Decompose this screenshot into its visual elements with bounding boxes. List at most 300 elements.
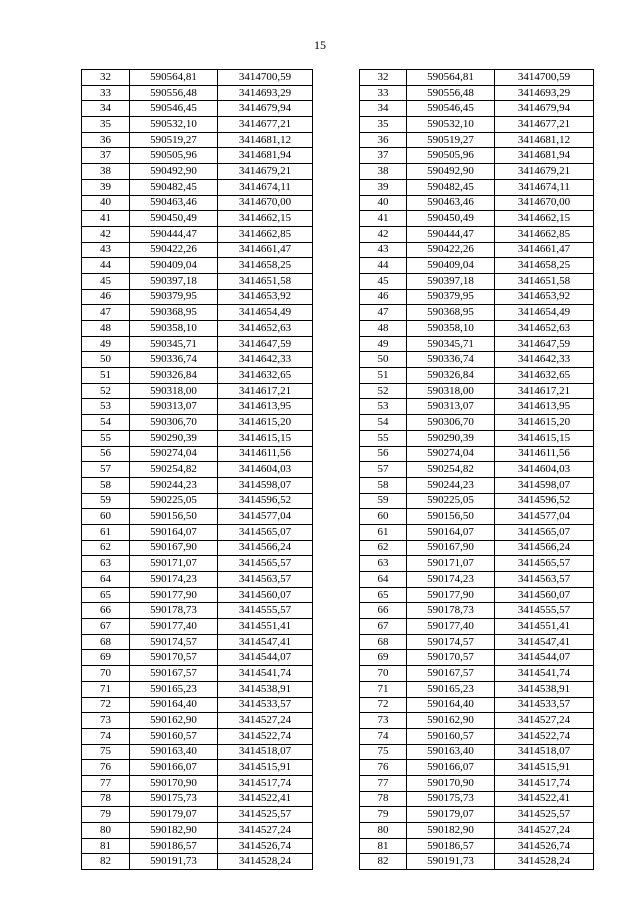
y-coordinate-right: 3414679,21 [495, 164, 594, 180]
y-coordinate-left: 3414662,85 [218, 226, 313, 242]
table-gap [313, 666, 360, 682]
table-row [82, 305, 594, 321]
table-row [82, 399, 594, 415]
table-row [82, 415, 594, 431]
table-gap [313, 697, 360, 713]
table-gap [313, 634, 360, 650]
point-number-right: 36 [360, 132, 407, 148]
x-coordinate-left: 590177,90 [130, 587, 218, 603]
y-coordinate-right: 3414517,74 [495, 775, 594, 791]
y-coordinate-right: 3414617,21 [495, 383, 594, 399]
table-row [82, 273, 594, 289]
x-coordinate-right: 590179,07 [407, 807, 495, 823]
point-number-right: 43 [360, 242, 407, 258]
table-row [82, 760, 594, 776]
table-gap [313, 242, 360, 258]
point-number-left: 42 [82, 226, 130, 242]
x-coordinate-left: 590532,10 [130, 117, 218, 133]
table-gap [313, 352, 360, 368]
x-coordinate-right: 590450,49 [407, 211, 495, 227]
table-gap [313, 524, 360, 540]
table-gap [313, 681, 360, 697]
y-coordinate-left: 3414596,52 [218, 493, 313, 509]
y-coordinate-right: 3414613,95 [495, 399, 594, 415]
point-number-left: 32 [82, 70, 130, 86]
point-number-right: 79 [360, 807, 407, 823]
x-coordinate-left: 590368,95 [130, 305, 218, 321]
table-gap [313, 587, 360, 603]
point-number-left: 43 [82, 242, 130, 258]
x-coordinate-left: 590564,81 [130, 70, 218, 86]
point-number-right: 58 [360, 477, 407, 493]
x-coordinate-left: 590463,46 [130, 195, 218, 211]
point-number-right: 52 [360, 383, 407, 399]
x-coordinate-left: 590254,82 [130, 462, 218, 478]
y-coordinate-left: 3414653,92 [218, 289, 313, 305]
y-coordinate-left: 3414517,74 [218, 775, 313, 791]
point-number-left: 41 [82, 211, 130, 227]
x-coordinate-left: 590160,57 [130, 728, 218, 744]
point-number-left: 51 [82, 368, 130, 384]
y-coordinate-right: 3414632,65 [495, 368, 594, 384]
y-coordinate-right: 3414544,07 [495, 650, 594, 666]
point-number-left: 34 [82, 101, 130, 117]
y-coordinate-right: 3414652,63 [495, 321, 594, 337]
table-gap [313, 493, 360, 509]
table-gap [313, 415, 360, 431]
y-coordinate-right: 3414661,47 [495, 242, 594, 258]
table-gap [313, 273, 360, 289]
x-coordinate-right: 590345,71 [407, 336, 495, 352]
point-number-right: 51 [360, 368, 407, 384]
x-coordinate-right: 590397,18 [407, 273, 495, 289]
y-coordinate-left: 3414518,07 [218, 744, 313, 760]
x-coordinate-right: 590174,23 [407, 572, 495, 588]
table-row [82, 242, 594, 258]
x-coordinate-left: 590165,23 [130, 681, 218, 697]
y-coordinate-right: 3414565,07 [495, 524, 594, 540]
y-coordinate-left: 3414651,58 [218, 273, 313, 289]
x-coordinate-right: 590463,46 [407, 195, 495, 211]
y-coordinate-right: 3414547,41 [495, 634, 594, 650]
point-number-right: 68 [360, 634, 407, 650]
y-coordinate-left: 3414611,56 [218, 446, 313, 462]
point-number-left: 53 [82, 399, 130, 415]
y-coordinate-left: 3414604,03 [218, 462, 313, 478]
y-coordinate-right: 3414522,74 [495, 728, 594, 744]
y-coordinate-right: 3414522,41 [495, 791, 594, 807]
x-coordinate-left: 590482,45 [130, 179, 218, 195]
x-coordinate-left: 590156,50 [130, 509, 218, 525]
point-number-left: 64 [82, 572, 130, 588]
x-coordinate-left: 590313,07 [130, 399, 218, 415]
table-gap [313, 211, 360, 227]
table-gap [313, 305, 360, 321]
table-gap [313, 258, 360, 274]
table-gap [313, 603, 360, 619]
y-coordinate-right: 3414563,57 [495, 572, 594, 588]
table-row [82, 854, 594, 870]
table-row [82, 258, 594, 274]
x-coordinate-right: 590313,07 [407, 399, 495, 415]
point-number-left: 69 [82, 650, 130, 666]
y-coordinate-right: 3414654,49 [495, 305, 594, 321]
point-number-left: 81 [82, 838, 130, 854]
table-gap [313, 650, 360, 666]
table-row [82, 807, 594, 823]
table-gap [313, 117, 360, 133]
table-gap [313, 728, 360, 744]
point-number-left: 78 [82, 791, 130, 807]
point-number-right: 63 [360, 556, 407, 572]
x-coordinate-right: 590167,90 [407, 540, 495, 556]
point-number-right: 75 [360, 744, 407, 760]
point-number-right: 61 [360, 524, 407, 540]
point-number-left: 80 [82, 823, 130, 839]
point-number-right: 53 [360, 399, 407, 415]
y-coordinate-right: 3414662,85 [495, 226, 594, 242]
table-row [82, 634, 594, 650]
table-row [82, 70, 594, 86]
point-number-left: 71 [82, 681, 130, 697]
y-coordinate-right: 3414658,25 [495, 258, 594, 274]
point-number-right: 72 [360, 697, 407, 713]
x-coordinate-right: 590556,48 [407, 85, 495, 101]
y-coordinate-right: 3414693,29 [495, 85, 594, 101]
point-number-right: 66 [360, 603, 407, 619]
y-coordinate-right: 3414528,24 [495, 854, 594, 870]
table-row [82, 179, 594, 195]
table-gap [313, 619, 360, 635]
point-number-right: 78 [360, 791, 407, 807]
y-coordinate-right: 3414533,57 [495, 697, 594, 713]
point-number-right: 82 [360, 854, 407, 870]
x-coordinate-right: 590177,90 [407, 587, 495, 603]
table-row [82, 509, 594, 525]
y-coordinate-left: 3414563,57 [218, 572, 313, 588]
table-row [82, 211, 594, 227]
x-coordinate-right: 590171,07 [407, 556, 495, 572]
x-coordinate-right: 590532,10 [407, 117, 495, 133]
x-coordinate-right: 590409,04 [407, 258, 495, 274]
y-coordinate-right: 3414551,41 [495, 619, 594, 635]
x-coordinate-left: 590167,90 [130, 540, 218, 556]
table-row [82, 619, 594, 635]
x-coordinate-right: 590336,74 [407, 352, 495, 368]
y-coordinate-left: 3414670,00 [218, 195, 313, 211]
point-number-right: 48 [360, 321, 407, 337]
y-coordinate-right: 3414525,57 [495, 807, 594, 823]
x-coordinate-left: 590170,57 [130, 650, 218, 666]
point-number-left: 73 [82, 713, 130, 729]
x-coordinate-left: 590177,40 [130, 619, 218, 635]
x-coordinate-right: 590166,07 [407, 760, 495, 776]
x-coordinate-right: 590156,50 [407, 509, 495, 525]
point-number-left: 40 [82, 195, 130, 211]
y-coordinate-right: 3414526,74 [495, 838, 594, 854]
point-number-right: 55 [360, 430, 407, 446]
x-coordinate-left: 590166,07 [130, 760, 218, 776]
y-coordinate-left: 3414565,57 [218, 556, 313, 572]
table-gap [313, 399, 360, 415]
x-coordinate-right: 590290,39 [407, 430, 495, 446]
point-number-left: 72 [82, 697, 130, 713]
y-coordinate-right: 3414679,94 [495, 101, 594, 117]
x-coordinate-left: 590182,90 [130, 823, 218, 839]
y-coordinate-left: 3414679,94 [218, 101, 313, 117]
y-coordinate-left: 3414654,49 [218, 305, 313, 321]
y-coordinate-right: 3414604,03 [495, 462, 594, 478]
x-coordinate-left: 590556,48 [130, 85, 218, 101]
x-coordinate-left: 590450,49 [130, 211, 218, 227]
table-gap [313, 838, 360, 854]
x-coordinate-right: 590326,84 [407, 368, 495, 384]
table-gap [313, 70, 360, 86]
y-coordinate-right: 3414577,04 [495, 509, 594, 525]
table-gap [313, 179, 360, 195]
x-coordinate-left: 590162,90 [130, 713, 218, 729]
table-gap [313, 509, 360, 525]
y-coordinate-right: 3414647,59 [495, 336, 594, 352]
point-number-right: 40 [360, 195, 407, 211]
point-number-right: 38 [360, 164, 407, 180]
point-number-left: 57 [82, 462, 130, 478]
x-coordinate-left: 590174,57 [130, 634, 218, 650]
y-coordinate-right: 3414555,57 [495, 603, 594, 619]
x-coordinate-left: 590379,95 [130, 289, 218, 305]
y-coordinate-left: 3414677,21 [218, 117, 313, 133]
x-coordinate-right: 590165,23 [407, 681, 495, 697]
table-gap [313, 101, 360, 117]
point-number-left: 65 [82, 587, 130, 603]
x-coordinate-left: 590397,18 [130, 273, 218, 289]
y-coordinate-left: 3414525,57 [218, 807, 313, 823]
point-number-left: 47 [82, 305, 130, 321]
y-coordinate-right: 3414677,21 [495, 117, 594, 133]
point-number-left: 76 [82, 760, 130, 776]
x-coordinate-right: 590519,27 [407, 132, 495, 148]
x-coordinate-left: 590163,40 [130, 744, 218, 760]
x-coordinate-right: 590244,23 [407, 477, 495, 493]
point-number-left: 35 [82, 117, 130, 133]
table-row [82, 226, 594, 242]
table-row [82, 368, 594, 384]
table-gap [313, 477, 360, 493]
point-number-right: 35 [360, 117, 407, 133]
table-row [82, 650, 594, 666]
point-number-right: 37 [360, 148, 407, 164]
x-coordinate-left: 590306,70 [130, 415, 218, 431]
x-coordinate-right: 590546,45 [407, 101, 495, 117]
y-coordinate-left: 3414565,07 [218, 524, 313, 540]
point-number-left: 33 [82, 85, 130, 101]
point-number-right: 59 [360, 493, 407, 509]
y-coordinate-right: 3414515,91 [495, 760, 594, 776]
point-number-left: 70 [82, 666, 130, 682]
x-coordinate-right: 590225,05 [407, 493, 495, 509]
x-coordinate-left: 590358,10 [130, 321, 218, 337]
table-gap [313, 289, 360, 305]
point-number-left: 38 [82, 164, 130, 180]
y-coordinate-right: 3414527,24 [495, 823, 594, 839]
x-coordinate-left: 590505,96 [130, 148, 218, 164]
point-number-left: 74 [82, 728, 130, 744]
point-number-left: 58 [82, 477, 130, 493]
x-coordinate-left: 590422,26 [130, 242, 218, 258]
y-coordinate-left: 3414662,15 [218, 211, 313, 227]
x-coordinate-left: 590174,23 [130, 572, 218, 588]
x-coordinate-right: 590306,70 [407, 415, 495, 431]
table-gap [313, 556, 360, 572]
point-number-left: 59 [82, 493, 130, 509]
table-row [82, 556, 594, 572]
table-gap [313, 744, 360, 760]
point-number-right: 74 [360, 728, 407, 744]
x-coordinate-left: 590274,04 [130, 446, 218, 462]
x-coordinate-right: 590177,40 [407, 619, 495, 635]
y-coordinate-right: 3414662,15 [495, 211, 594, 227]
x-coordinate-left: 590519,27 [130, 132, 218, 148]
point-number-right: 47 [360, 305, 407, 321]
y-coordinate-right: 3414541,74 [495, 666, 594, 682]
point-number-left: 48 [82, 321, 130, 337]
table-gap [313, 823, 360, 839]
table-gap [313, 383, 360, 399]
table-row [82, 603, 594, 619]
table-row [82, 587, 594, 603]
y-coordinate-left: 3414527,24 [218, 823, 313, 839]
table-row [82, 493, 594, 509]
table-gap [313, 321, 360, 337]
y-coordinate-right: 3414566,24 [495, 540, 594, 556]
point-number-left: 36 [82, 132, 130, 148]
y-coordinate-right: 3414670,00 [495, 195, 594, 211]
x-coordinate-right: 590167,57 [407, 666, 495, 682]
coordinates-table [81, 69, 594, 870]
table-row [82, 572, 594, 588]
table-gap [313, 226, 360, 242]
point-number-right: 49 [360, 336, 407, 352]
table-row [82, 352, 594, 368]
table-row [82, 477, 594, 493]
x-coordinate-left: 590492,90 [130, 164, 218, 180]
y-coordinate-left: 3414544,07 [218, 650, 313, 666]
table-row [82, 195, 594, 211]
x-coordinate-right: 590186,57 [407, 838, 495, 854]
y-coordinate-left: 3414674,11 [218, 179, 313, 195]
point-number-left: 37 [82, 148, 130, 164]
point-number-left: 77 [82, 775, 130, 791]
point-number-left: 63 [82, 556, 130, 572]
y-coordinate-left: 3414615,20 [218, 415, 313, 431]
point-number-left: 62 [82, 540, 130, 556]
y-coordinate-left: 3414647,59 [218, 336, 313, 352]
point-number-left: 79 [82, 807, 130, 823]
point-number-left: 49 [82, 336, 130, 352]
y-coordinate-left: 3414642,33 [218, 352, 313, 368]
x-coordinate-right: 590358,10 [407, 321, 495, 337]
x-coordinate-right: 590318,00 [407, 383, 495, 399]
table-row [82, 838, 594, 854]
point-number-right: 56 [360, 446, 407, 462]
table-row [82, 540, 594, 556]
point-number-right: 73 [360, 713, 407, 729]
y-coordinate-right: 3414681,12 [495, 132, 594, 148]
point-number-right: 54 [360, 415, 407, 431]
table-gap [313, 713, 360, 729]
y-coordinate-right: 3414651,58 [495, 273, 594, 289]
y-coordinate-left: 3414693,29 [218, 85, 313, 101]
table-gap [313, 791, 360, 807]
x-coordinate-left: 590336,74 [130, 352, 218, 368]
x-coordinate-right: 590444,47 [407, 226, 495, 242]
table-gap [313, 195, 360, 211]
table-gap [313, 760, 360, 776]
table-gap [313, 854, 360, 870]
point-number-left: 52 [82, 383, 130, 399]
y-coordinate-left: 3414632,65 [218, 368, 313, 384]
point-number-left: 54 [82, 415, 130, 431]
point-number-right: 46 [360, 289, 407, 305]
y-coordinate-left: 3414538,91 [218, 681, 313, 697]
x-coordinate-left: 590345,71 [130, 336, 218, 352]
table-gap [313, 540, 360, 556]
x-coordinate-right: 590178,73 [407, 603, 495, 619]
table-gap [313, 462, 360, 478]
y-coordinate-left: 3414547,41 [218, 634, 313, 650]
y-coordinate-left: 3414679,21 [218, 164, 313, 180]
point-number-left: 50 [82, 352, 130, 368]
y-coordinate-right: 3414700,59 [495, 70, 594, 86]
table-row [82, 289, 594, 305]
point-number-left: 75 [82, 744, 130, 760]
table-gap [313, 446, 360, 462]
y-coordinate-right: 3414611,56 [495, 446, 594, 462]
table-row [82, 462, 594, 478]
table-row [82, 101, 594, 117]
point-number-right: 57 [360, 462, 407, 478]
y-coordinate-right: 3414642,33 [495, 352, 594, 368]
x-coordinate-right: 590164,40 [407, 697, 495, 713]
x-coordinate-left: 590409,04 [130, 258, 218, 274]
point-number-right: 67 [360, 619, 407, 635]
point-number-right: 33 [360, 85, 407, 101]
point-number-left: 82 [82, 854, 130, 870]
y-coordinate-left: 3414551,41 [218, 619, 313, 635]
table-gap [313, 85, 360, 101]
table-row [82, 383, 594, 399]
point-number-left: 55 [82, 430, 130, 446]
x-coordinate-right: 590422,26 [407, 242, 495, 258]
y-coordinate-left: 3414526,74 [218, 838, 313, 854]
y-coordinate-left: 3414652,63 [218, 321, 313, 337]
table-gap [313, 572, 360, 588]
x-coordinate-left: 590175,73 [130, 791, 218, 807]
y-coordinate-left: 3414681,94 [218, 148, 313, 164]
table-row [82, 697, 594, 713]
table-row [82, 164, 594, 180]
x-coordinate-left: 590179,07 [130, 807, 218, 823]
y-coordinate-right: 3414598,07 [495, 477, 594, 493]
point-number-right: 34 [360, 101, 407, 117]
table-row [82, 132, 594, 148]
point-number-right: 44 [360, 258, 407, 274]
x-coordinate-left: 590167,57 [130, 666, 218, 682]
x-coordinate-right: 590191,73 [407, 854, 495, 870]
x-coordinate-right: 590492,90 [407, 164, 495, 180]
x-coordinate-right: 590482,45 [407, 179, 495, 195]
x-coordinate-right: 590254,82 [407, 462, 495, 478]
